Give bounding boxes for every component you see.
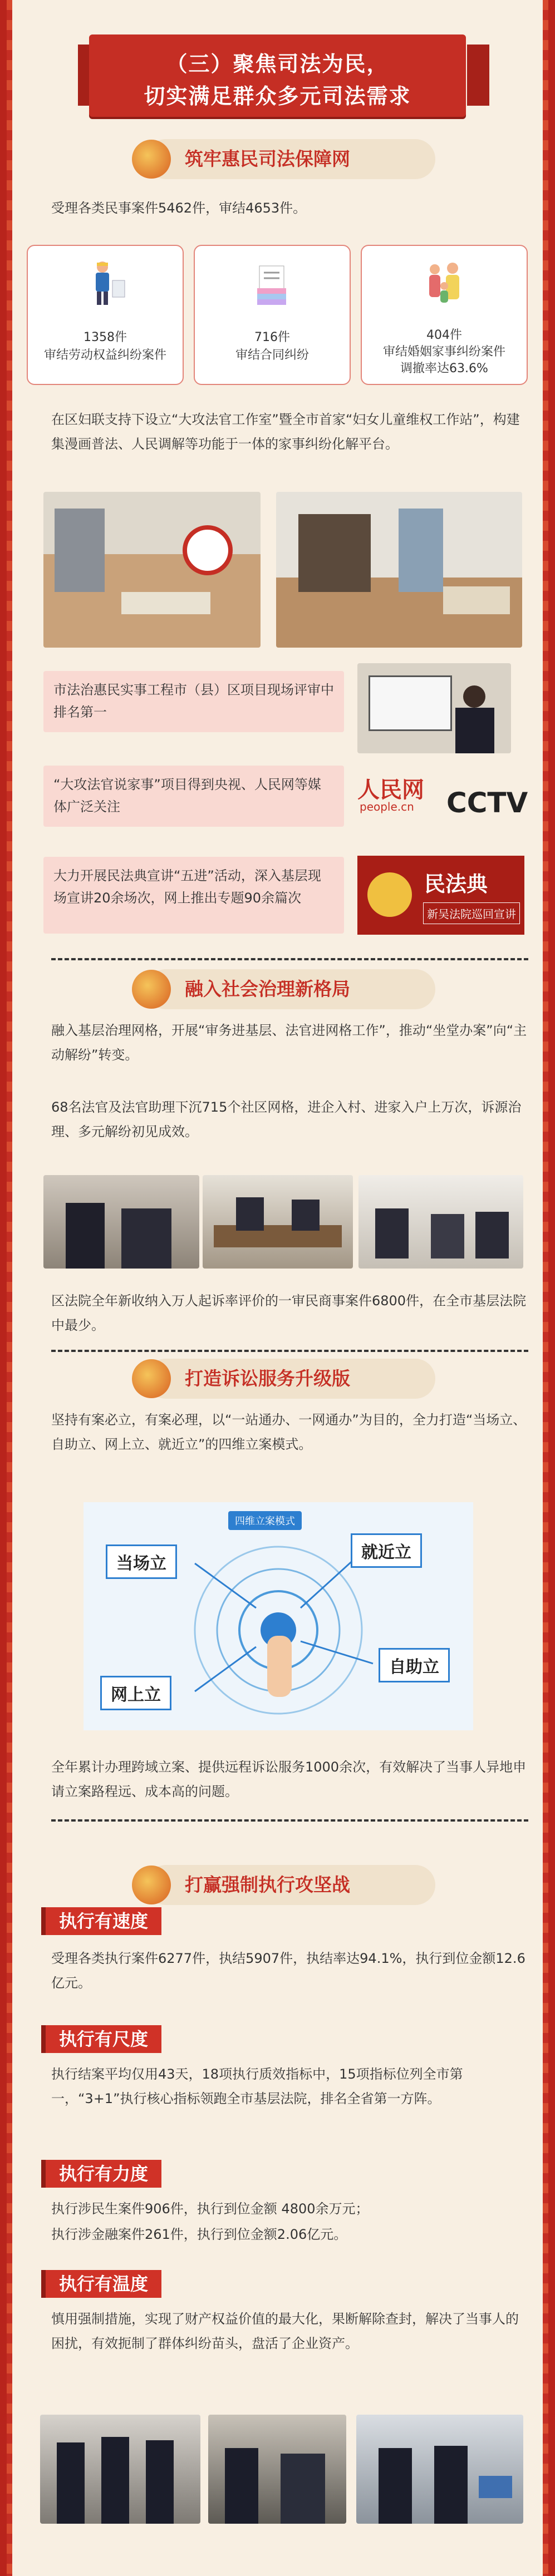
- gavel-icon: [132, 1359, 171, 1398]
- subhead-force: 执行有力度: [46, 2160, 161, 2188]
- stat-label: 审结合同纠纷: [235, 348, 309, 362]
- gavel-icon: [132, 970, 171, 1009]
- person-shape: [236, 1197, 264, 1231]
- court-emblem-icon: [367, 872, 412, 917]
- s2-paragraph-2: 68名法官及法官助理下沉715个社区网格，进企入村、进家入户上万次，诉源治理、多元解纷初见成效。: [51, 1099, 522, 1139]
- filing-mode-diagram: [84, 1502, 473, 1730]
- filing-onsite: 当场立: [106, 1544, 177, 1579]
- bookshelf-shape: [298, 514, 371, 592]
- photo-meeting-3: [358, 1175, 523, 1269]
- stat-value: 404件: [426, 328, 462, 342]
- s2-paragraph-3: 区法院全年新收纳入万人起诉率评价的一审民商事案件6800件，在全市基层法院中最少。: [51, 1293, 527, 1333]
- stat-label: 审结婚姻家事纠纷案件: [382, 345, 505, 359]
- s4-speed-text: 受理各类执行案件6277件，执结5907件，执结率达94.1%，执行到位金额12.6亿元。: [51, 1951, 525, 1991]
- filing-online: 网上立: [100, 1676, 171, 1710]
- subhead-scale: 执行有尺度: [46, 2025, 161, 2053]
- banner-line-2: 切实满足群众多元司法需求: [144, 84, 411, 108]
- civil-code-sub: 新吴法院巡回宣讲: [423, 902, 520, 924]
- photo-office-room: [276, 492, 522, 648]
- banner-line-1: （三）聚焦司法为民，: [166, 52, 389, 76]
- photo-presenter: [357, 663, 511, 753]
- stat-label-2: 调撤率达63.6%: [400, 362, 488, 376]
- highlight-box-3: 大力开展民法典宣讲“五进”活动，深入基层现场宣讲20余场次，网上推出专题90余篇次: [43, 857, 344, 934]
- s4-force-text-2: 执行涉金融案件261件，执行到位金额2.06亿元。: [51, 2227, 347, 2242]
- emblem-shape: [183, 525, 233, 575]
- officer-shape: [57, 2442, 85, 2524]
- filing-nearby: 就近立: [351, 1533, 422, 1568]
- subhead-speed: 执行有速度: [46, 1907, 161, 1935]
- highlight-box-1: 市法治惠民实事工程市（县）区项目现场评审中排名第一: [43, 671, 344, 732]
- window-shape: [55, 509, 105, 592]
- stat-value: 716件: [254, 330, 290, 344]
- head-shape: [463, 685, 485, 708]
- chair-shape: [479, 2476, 512, 2498]
- gavel-icon: [132, 1866, 171, 1904]
- gavel-icon: [132, 140, 171, 179]
- s3-paragraph-2: 全年累计办理跨域立案、提供远程诉讼服务1000余次，有效解决了当事人异地申请立案路程远、成本高的问题。: [51, 1759, 527, 1799]
- people-url: people.cn: [360, 800, 414, 813]
- photo-studio-room: [43, 492, 261, 648]
- highlight-box-2: “大攻法官说家事”项目得到央视、人民网等媒体广泛关注: [43, 766, 344, 827]
- table-shape: [214, 1225, 342, 1247]
- subhead-warmth: 执行有温度: [46, 2270, 161, 2298]
- sofa-shape: [443, 586, 510, 614]
- civil-code-title: 民法典: [424, 872, 488, 896]
- divider: [51, 958, 528, 960]
- banner-fold-right: [467, 45, 489, 106]
- civil-code-banner: [357, 856, 524, 935]
- stat-card-contract: [194, 245, 351, 385]
- photo-meeting-1: [43, 1175, 199, 1269]
- worker-icon: [80, 258, 130, 308]
- s3-paragraph-1: 坚持有案必立，有案必理，以“一站通办、一网通办”为目的，全力打造“当场立、自助立、网上立、就近立”的四维立案模式。: [51, 1412, 527, 1452]
- sofa-shape: [121, 592, 210, 614]
- divider: [51, 1819, 528, 1822]
- family-icon: [419, 258, 469, 308]
- divider: [51, 1350, 528, 1352]
- photo-enforcement-1: [40, 2415, 200, 2524]
- door-shape: [399, 509, 443, 592]
- cctv-logo: CCTV: [446, 787, 528, 819]
- section-title-4: 打赢强制执行攻坚战: [185, 1874, 350, 1896]
- person-shape: [66, 1203, 105, 1269]
- stat-label: 审结劳动权益纠纷案件: [43, 348, 166, 362]
- person-shape: [121, 1208, 171, 1269]
- s4-force-text-1: 执行涉民生案件906件，执行到位金额 4800余万元；: [51, 2201, 369, 2217]
- page-frame: [12, 0, 543, 2576]
- contract-stack-icon: [247, 258, 297, 308]
- officer-shape: [225, 2448, 258, 2524]
- body-shape: [455, 708, 494, 753]
- officer-shape: [379, 2448, 412, 2524]
- main-banner: [89, 34, 466, 117]
- officer-shape: [281, 2454, 325, 2524]
- officer-shape: [146, 2440, 174, 2524]
- stat-card-family: [361, 245, 528, 385]
- screen-shape: [369, 675, 452, 731]
- s2-paragraph-1: 融入基层治理网格，开展“审务进基层、法官进网格工作”，推动“坐堂办案”向“主动解纷”转变。: [51, 1023, 527, 1063]
- media-logos: [357, 772, 528, 833]
- filing-self-service: 自助立: [379, 1648, 450, 1682]
- section-title-3: 打造诉讼服务升级版: [185, 1368, 350, 1389]
- diagram-tag: 四维立案模式: [228, 1511, 302, 1530]
- section-title-1: 筑牢惠民司法保障网: [185, 148, 350, 170]
- s4-scale-text: 执行结案平均仅用43天，18项执行质效指标中，15项指标位列全市第一，“3+1”执行核心指标领跑全市基层法院，排名全省第一方阵。: [51, 2066, 463, 2106]
- officer-shape: [434, 2446, 468, 2524]
- photo-enforcement-2: [208, 2415, 346, 2524]
- stat-card-labor: [27, 245, 184, 385]
- photo-enforcement-3: [356, 2415, 523, 2524]
- stat-value: 1358件: [84, 330, 127, 344]
- photo-meeting-2: [203, 1175, 353, 1269]
- officer-shape: [101, 2437, 129, 2524]
- person-shape: [475, 1212, 509, 1259]
- person-shape: [375, 1208, 409, 1259]
- s1-paragraph: 在区妇联支持下设立“大攻法官工作室”暨全市首家“妇女儿童维权工作站”，构建集漫画普法、人民调解等功能于一体的家事纠纷化解平台。: [51, 412, 520, 452]
- person-shape: [431, 1214, 464, 1259]
- people-logo: 人民网: [357, 777, 424, 803]
- section-title-2: 融入社会治理新格局: [185, 978, 350, 1000]
- person-shape: [292, 1200, 320, 1231]
- s1-intro: 受理各类民事案件5462件，审结4653件。: [51, 200, 307, 216]
- s4-warmth-text: 慎用强制措施，实现了财产权益价值的最大化，果断解除查封，解决了当事人的困扰，有效扼制了群体纠纷苗头，盘活了企业资产。: [51, 2311, 519, 2351]
